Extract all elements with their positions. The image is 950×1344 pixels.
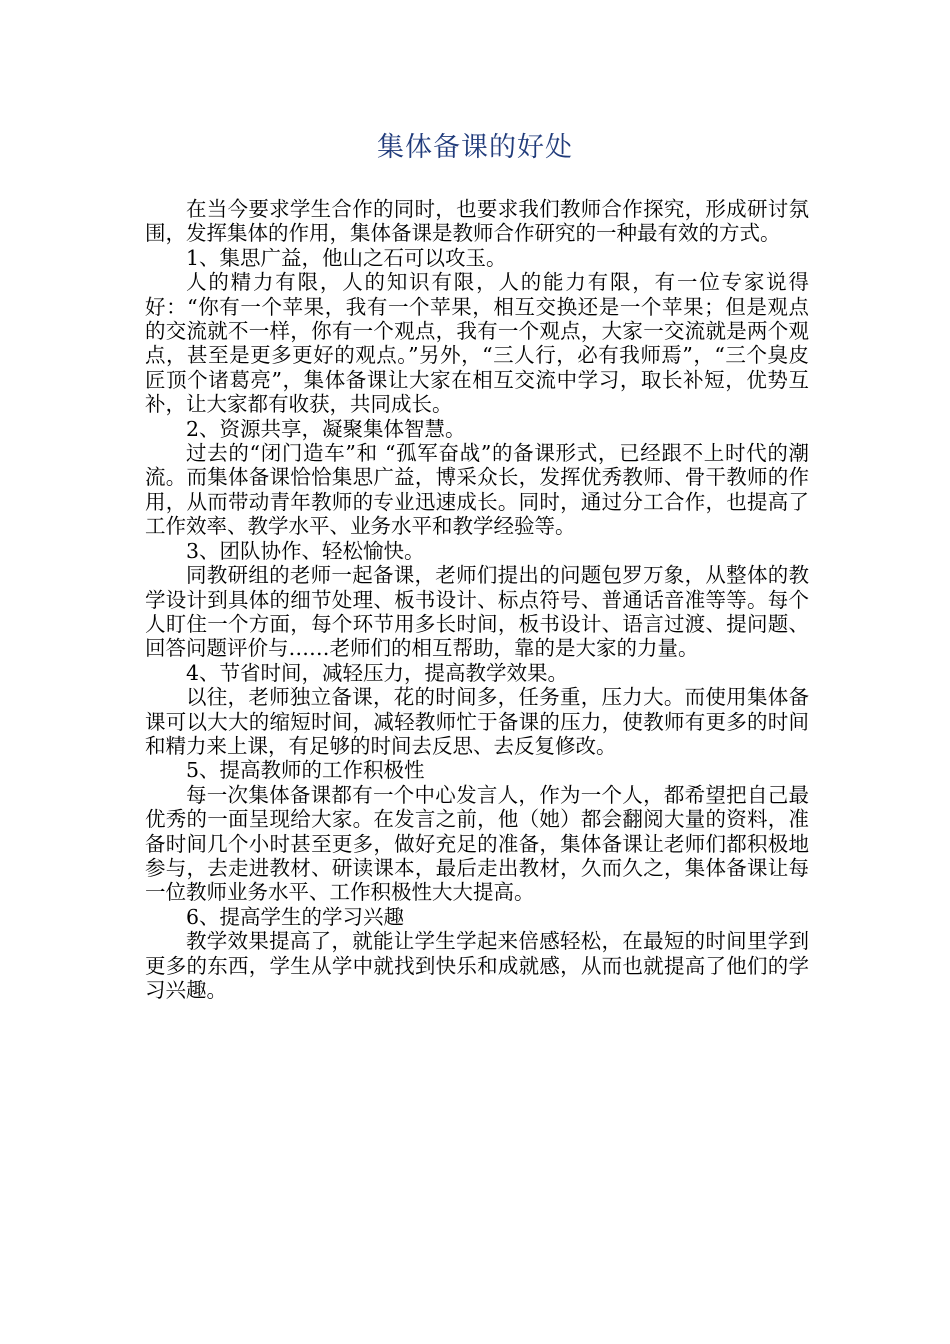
paragraph-4: 以往，老师独立备课，花的时间多，任务重，压力大。而使用集体备课可以大大的缩短时间，减轻教师忙于备课的压力，使教师有更多的时间和精力来上课，有足够的时间去反思、去反复修改。 [145, 685, 809, 758]
section-heading-2: 2、资源共享，凝聚集体智慧。 [186, 416, 466, 441]
document-body [145, 197, 809, 1002]
section-heading-4: 4、节省时间，减轻压力，提高教学效果。 [186, 660, 569, 685]
paragraph-1: 人的精力有限，人的知识有限，人的能力有限，有一位专家说得好：“你有一个苹果，我有一个苹果，相互交换还是一个苹果；但是观点的交流就不一样，你有一个观点，我有一个观点，大家一交流就是两个观点，甚至是更多更好的观点。”另外，“三人行，必有我师焉”，“三个臭皮匠顶个诸葛亮”，集体备课让大家在相互交流中学习，取长补短，优势互补，让大家都有收获，共同成长。 [145, 270, 809, 417]
section-heading-3: 3、团队协作、轻松愉快。 [186, 538, 425, 563]
paragraph-3: 同教研组的老师一起备课，老师们提出的问题包罗万象，从整体的教学设计到具体的细节处理、板书设计、标点符号、普通话音准等等。每个人盯住一个方面，每个环节用多长时间，板书设计、语言过渡、提问题、回答问题评价与……老师们的相互帮助，靠的是大家的力量。 [145, 563, 809, 661]
paragraph-6: 教学效果提高了，就能让学生学起来倍感轻松，在最短的时间里学到更多的东西，学生从学中就找到快乐和成就感，从而也就提高了他们的学习兴趣。 [145, 929, 809, 1002]
paragraph-5: 每一次集体备课都有一个中心发言人，作为一个人，都希望把自己最优秀的一面呈现给大家。在发言之前，他（她）都会翻阅大量的资料，准备时间几个小时甚至更多，做好充足的准备，集体备课让老师们都积极地参与，去走进教材、研读课本，最后走出教材，久而久之，集体备课让每一位教师业务水平、工作积极性大大提高。 [145, 782, 809, 905]
section-heading-1: 1、集思广益，他山之石可以攻玉。 [186, 245, 507, 270]
page-title: 集体备课的好处 [377, 132, 573, 163]
paragraph-2: 过去的“闭门造车”和 “孤军奋战”的备课形式，已经跟不上时代的潮流。而集体备课恰恰集思广益，博采众长，发挥优秀教师、骨干教师的作用，从而带动青年教师的专业迅速成长。同时，通过分工合作，也提高了工作效率、教学水平、业务水平和教学经验等。 [145, 441, 809, 539]
section-heading-6: 6、提高学生的学习兴趣 [186, 904, 405, 929]
section-heading-5: 5、提高教师的工作积极性 [186, 758, 425, 783]
paragraph-intro: 在当今要求学生合作的同时，也要求我们教师合作探究，形成研讨氛围，发挥集体的作用，集体备课是教师合作研究的一种最有效的方式。 [145, 197, 809, 246]
